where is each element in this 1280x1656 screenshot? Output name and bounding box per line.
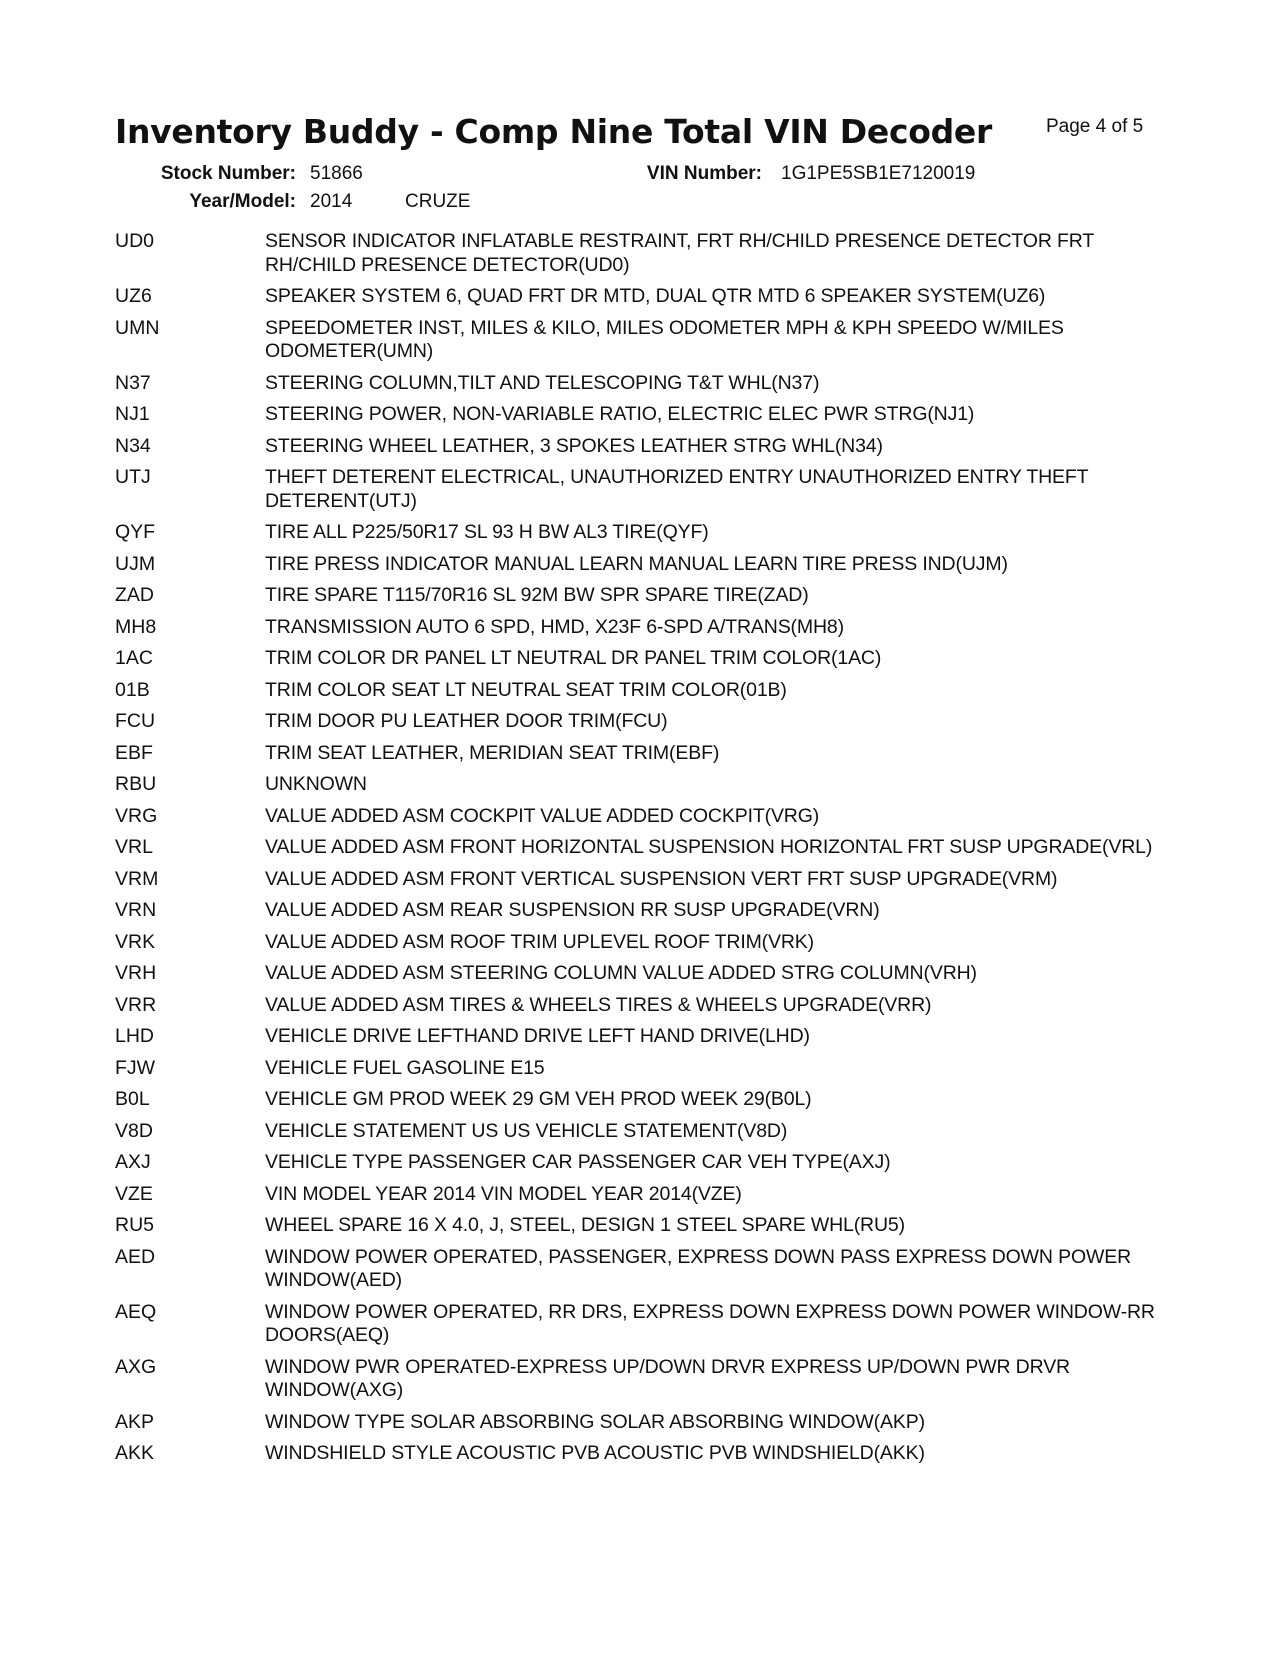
option-description: VALUE ADDED ASM ROOF TRIM UPLEVEL ROOF TRIM(VRK) xyxy=(265,930,815,953)
list-item xyxy=(115,1120,1170,1144)
list-item xyxy=(115,317,1170,364)
list-item xyxy=(115,1411,1170,1435)
option-description: VALUE ADDED ASM FRONT VERTICAL SUSPENSION VERT FRT SUSP UPGRADE(VRM) xyxy=(265,867,1058,890)
list-item xyxy=(115,710,1170,734)
year-value: 2014 xyxy=(310,191,353,212)
option-code: VRL xyxy=(115,836,153,858)
option-description: TRIM COLOR DR PANEL LT NEUTRAL DR PANEL TRIM COLOR(1AC) xyxy=(265,647,882,669)
option-description: VALUE ADDED ASM FRONT HORIZONTAL SUSPENSION HORIZONTAL FRT SUSP UPGRADE(VRL) xyxy=(265,836,1153,858)
option-description: VEHICLE TYPE PASSENGER CAR PASSENGER CAR VEH TYPE(AXJ) xyxy=(265,1151,891,1173)
option-description: VEHICLE STATEMENT US US VEHICLE STATEMENT(V8D) xyxy=(265,1119,788,1142)
list-item xyxy=(115,805,1170,829)
list-item xyxy=(115,868,1170,892)
option-code: NJ1 xyxy=(115,403,150,425)
option-code: N34 xyxy=(115,434,151,457)
option-description: VIN MODEL YEAR 2014 VIN MODEL YEAR 2014(VZE) xyxy=(265,1182,742,1205)
option-code: UMN xyxy=(115,316,160,339)
option-code: UD0 xyxy=(115,230,155,252)
option-description: THEFT DETERENT ELECTRICAL, UNAUTHORIZED ENTRY UNAUTHORIZED ENTRY THEFT DETERENT(UTJ) xyxy=(265,466,1089,512)
option-code: B0L xyxy=(115,1088,150,1110)
option-code: VRG xyxy=(115,804,158,827)
option-description: STEERING POWER, NON-VARIABLE RATIO, ELECTRIC ELEC PWR STRG(NJ1) xyxy=(265,403,975,425)
list-item xyxy=(115,1246,1170,1293)
option-code: ZAD xyxy=(115,584,154,606)
list-item xyxy=(115,1088,1170,1112)
option-description: WINDOW POWER OPERATED, RR DRS, EXPRESS DOWN EXPRESS DOWN POWER WINDOW-RR DOORS(AEQ) xyxy=(265,1300,1155,1346)
option-description: TIRE ALL P225/50R17 SL 93 H BW AL3 TIRE(QYF) xyxy=(265,521,709,543)
list-item xyxy=(115,285,1170,309)
option-description: TIRE PRESS INDICATOR MANUAL LEARN MANUAL LEARN TIRE PRESS IND(UJM) xyxy=(265,552,1008,575)
list-item xyxy=(115,1151,1170,1175)
vin-number-value: 1G1PE5SB1E7120019 xyxy=(781,163,976,184)
option-description: TRIM SEAT LEATHER, MERIDIAN SEAT TRIM(EBF) xyxy=(265,741,720,764)
list-item xyxy=(115,372,1170,396)
option-description: VALUE ADDED ASM TIRES & WHEELS TIRES & WHEELS UPGRADE(VRR) xyxy=(265,993,932,1016)
option-code: LHD xyxy=(115,1025,155,1047)
list-item xyxy=(115,403,1170,427)
option-description: STEERING COLUMN,TILT AND TELESCOPING T&T WHL(N37) xyxy=(265,371,820,394)
option-description: VEHICLE GM PROD WEEK 29 GM VEH PROD WEEK 29(B0L) xyxy=(265,1088,812,1110)
option-code: AKK xyxy=(115,1442,155,1464)
option-code: AEQ xyxy=(115,1300,157,1323)
list-item xyxy=(115,584,1170,608)
option-code: RU5 xyxy=(115,1214,155,1236)
list-item xyxy=(115,836,1170,860)
stock-number-value: 51866 xyxy=(310,163,363,184)
list-item xyxy=(115,466,1170,513)
option-code: FCU xyxy=(115,710,156,732)
option-description: TRANSMISSION AUTO 6 SPD, HMD, X23F 6-SPD A/TRANS(MH8) xyxy=(265,615,844,638)
option-code: AXG xyxy=(115,1355,157,1378)
option-description: VALUE ADDED ASM REAR SUSPENSION RR SUSP UPGRADE(VRN) xyxy=(265,899,880,921)
list-item xyxy=(115,1025,1170,1049)
option-code: VRK xyxy=(115,930,156,953)
option-code: MH8 xyxy=(115,615,157,638)
option-code: VRM xyxy=(115,867,159,890)
option-code: EBF xyxy=(115,741,153,764)
list-item xyxy=(115,899,1170,923)
option-code: VRN xyxy=(115,899,157,921)
option-code: 1AC xyxy=(115,647,153,669)
option-description: VALUE ADDED ASM STEERING COLUMN VALUE ADDED STRG COLUMN(VRH) xyxy=(265,962,977,984)
option-description: WINDOW POWER OPERATED, PASSENGER, EXPRESS DOWN PASS EXPRESS DOWN POWER WINDOW(AED) xyxy=(265,1245,1132,1291)
option-code: 01B xyxy=(115,678,150,701)
list-item xyxy=(115,742,1170,766)
list-item xyxy=(115,435,1170,459)
option-code: VRR xyxy=(115,993,157,1016)
list-item xyxy=(115,1214,1170,1238)
list-item xyxy=(115,616,1170,640)
option-description: SENSOR INDICATOR INFLATABLE RESTRAINT, FRT RH/CHILD PRESENCE DETECTOR FRT RH/CHILD PRESENCE DETECTOR(UD0) xyxy=(265,230,1094,276)
option-description: TIRE SPARE T115/70R16 SL 92M BW SPR SPARE TIRE(ZAD) xyxy=(265,584,809,606)
option-description: TRIM COLOR SEAT LT NEUTRAL SEAT TRIM COLOR(01B) xyxy=(265,678,787,701)
option-description: VEHICLE DRIVE LEFTHAND DRIVE LEFT HAND DRIVE(LHD) xyxy=(265,1025,810,1047)
page-number: Page 4 of 5 xyxy=(1046,116,1144,137)
option-description: WINDSHIELD STYLE ACOUSTIC PVB ACOUSTIC PVB WINDSHIELD(AKK) xyxy=(265,1442,925,1464)
option-description: VALUE ADDED ASM COCKPIT VALUE ADDED COCKPIT(VRG) xyxy=(265,804,820,827)
list-item xyxy=(115,521,1170,545)
model-value: CRUZE xyxy=(405,191,471,212)
option-code-list xyxy=(115,230,1170,1474)
option-description: WHEEL SPARE 16 X 4.0, J, STEEL, DESIGN 1 STEEL SPARE WHL(RU5) xyxy=(265,1214,905,1236)
option-code: RBU xyxy=(115,773,157,795)
list-item xyxy=(115,931,1170,955)
list-item xyxy=(115,647,1170,671)
list-item xyxy=(115,962,1170,986)
list-item xyxy=(115,1442,1170,1466)
option-description: WINDOW PWR OPERATED-EXPRESS UP/DOWN DRVR EXPRESS UP/DOWN PWR DRVR WINDOW(AXG) xyxy=(265,1355,1070,1401)
stock-number-label: Stock Number: xyxy=(160,163,296,184)
list-item xyxy=(115,1183,1170,1207)
list-item xyxy=(115,1301,1170,1348)
option-description: TRIM DOOR PU LEATHER DOOR TRIM(FCU) xyxy=(265,710,668,732)
option-code: VZE xyxy=(115,1182,153,1205)
option-code: AED xyxy=(115,1245,156,1268)
option-description: SPEEDOMETER INST, MILES & KILO, MILES ODOMETER MPH & KPH SPEEDO W/MILES ODOMETER(UMN) xyxy=(265,316,1064,362)
option-code: AXJ xyxy=(115,1151,151,1173)
option-description: STEERING WHEEL LEATHER, 3 SPOKES LEATHER STRG WHL(N34) xyxy=(265,434,883,457)
list-item xyxy=(115,1356,1170,1403)
option-description: UNKNOWN xyxy=(265,773,367,795)
list-item xyxy=(115,994,1170,1018)
option-description: VEHICLE FUEL GASOLINE E15 xyxy=(265,1056,545,1079)
option-code: UJM xyxy=(115,552,156,575)
option-code: UZ6 xyxy=(115,285,152,307)
year-model-label: Year/Model: xyxy=(189,191,296,212)
option-description: SPEAKER SYSTEM 6, QUAD FRT DR MTD, DUAL QTR MTD 6 SPEAKER SYSTEM(UZ6) xyxy=(265,285,1046,307)
option-code: QYF xyxy=(115,521,156,543)
option-code: V8D xyxy=(115,1119,153,1142)
list-item xyxy=(115,553,1170,577)
option-code: VRH xyxy=(115,962,157,984)
vin-number-label: VIN Number: xyxy=(646,163,762,184)
option-code: N37 xyxy=(115,371,151,394)
list-item xyxy=(115,1057,1170,1081)
option-code: FJW xyxy=(115,1056,156,1079)
list-item xyxy=(115,679,1170,703)
page-title: Inventory Buddy - Comp Nine Total VIN Decoder xyxy=(115,112,992,151)
option-code: AKP xyxy=(115,1410,155,1433)
option-code: UTJ xyxy=(115,466,151,488)
list-item xyxy=(115,230,1170,277)
list-item xyxy=(115,773,1170,797)
option-description: WINDOW TYPE SOLAR ABSORBING SOLAR ABSORBING WINDOW(AKP) xyxy=(265,1410,925,1433)
